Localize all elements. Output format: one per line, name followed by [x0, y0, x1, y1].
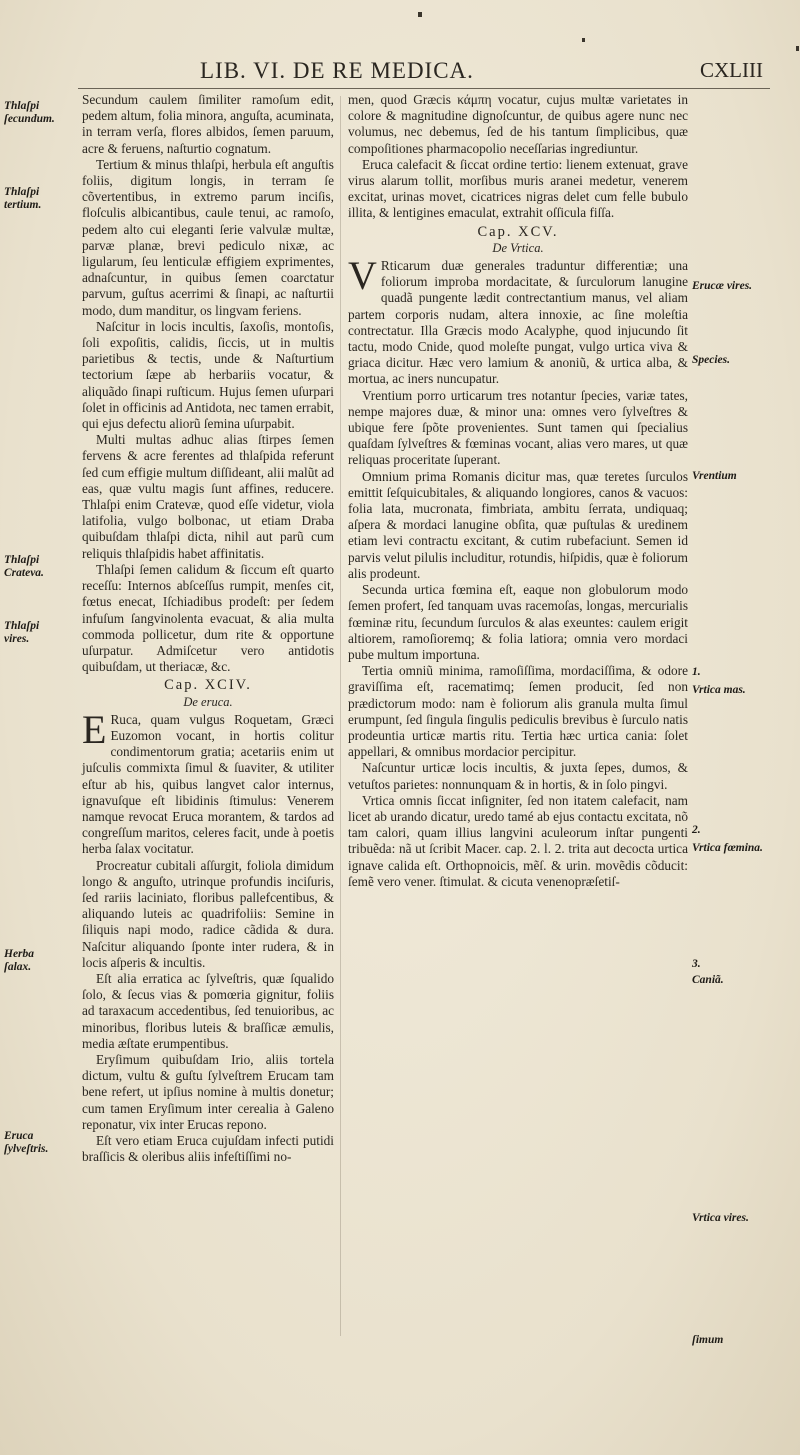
- paragraph: Secundum caulem ſimiliter ramoſum edit, pedem altum, folia minora, anguſta, acuminata, in terram verſa, flores albidos, ſemen paruum, acre & feruens, naſturtio cognatum.: [82, 92, 334, 156]
- paragraph: Eſt vero etiam Eruca cujuſdam infecti putidi braſſicis & oleribus aliis infeſtiſſimi no-: [82, 1133, 334, 1165]
- paragraph: men, quod Græcis κάμπη vocatur, cujus multæ varietates in colore & magnitudine dignoſcuntur, de quibus agere nunc nec volumus, nec debemus, ſed de his tantum ſimplicibus, quæ compoſitiones pharmacopolio neceſſarias ingrediuntur.: [348, 92, 688, 156]
- drop-cap: V: [348, 253, 377, 299]
- right-column: [348, 92, 688, 890]
- margin-note-simum: ſimum: [692, 1334, 724, 1346]
- margin-note-erucae-vires: Erucæ vires.: [692, 280, 753, 292]
- paragraph: Multi multas adhuc alias ſtirpes ſemen fervens & acre ferentes ad thlaſpida referunt ſed cum effigie multum diſſideant, alii malũt ad eas, quæ vultu magis ſunt affines, reducere. Thlaſpi enim Cratevæ, quod eſſe videtur, viola latifolia, vulgo bolbonac, ut etiam Draba quibuſdam thlaſpi dicta, nihil aut parũ cum reliquis thlaſpidis habet affinitatis.: [82, 432, 334, 561]
- margin-note-urtica-femina: Vrtica fœmina.: [692, 842, 763, 854]
- paragraph-text: Rticarum duæ generales traduntur differentiæ; una foliorum improba mordacitate, & ſurculorum lanugine quadã pungente lædit contrectantium manus, vel aliam partem corporis nudam, altera innoxie, ac ſine moleſtia contrectatur. Illa Græcis modo Acalyphe, quod injucundo ſit tactu, modo Cnide, quod moleſte pungat, vulgo urtica viva & griaca dicitur. Hæc vero lamium & anoniũ, & urtica alba, & mortua, ac iners nuncupatur.: [348, 258, 688, 387]
- margin-note-vrentium: Vrentium: [692, 470, 737, 482]
- print-mark: [796, 46, 799, 51]
- paragraph: Tertium & minus thlaſpi, herbula eſt anguſtis foliis, digitum longis, in terram ſe cõvertentibus, in extremo parum inciſis, floſculis albicantibus, caule tenui, ac ramoſo, pedem alto cui eleganti ſerie valvulæ multæ, parvæ planæ, brevi pediculo nixæ, ac ligularum, ſeu lenticulæ effigiem exprimentes, adnaſcuntur, in quibus ſemen coarctatur parvum, guſtus acerrimi & ſinapi, ac naſturtii modo, dum manditur, os lingvam feriens.: [82, 156, 334, 318]
- paragraph: Naſcuntur urticæ locis incultis, & juxta ſepes, dumos, & vetuſtos parietes: nonnunquam & in hortis, & in ſolo pingvi.: [348, 760, 688, 792]
- paragraph: Eſt alia erratica ac ſylveſtris, quæ ſqualido ſolo, & ſecus vias & pomœria gignitur, foliis ad taraxacum accedentibus, ſed tenuioribus, ac minoribus, floribus luteis & braſſicæ æmulis, media æſtate erumpentibus.: [82, 970, 334, 1051]
- margin-note-eruca-sylvestris: Eruca ſylveſtris.: [4, 1130, 49, 1155]
- chapter-subtitle: De eruca.: [183, 694, 233, 709]
- print-mark: [418, 12, 422, 17]
- margin-note-number-1: 1.: [692, 666, 701, 678]
- running-header: [0, 58, 800, 88]
- margin-note-number-2: 2.: [692, 824, 701, 836]
- margin-note-urtica-vires: Vrtica vires.: [692, 1212, 749, 1224]
- column-gutter: [340, 96, 341, 1336]
- margin-note-thlaspi-tertium: Thlaſpi tertium.: [4, 186, 42, 211]
- print-mark: [582, 38, 585, 42]
- margin-note-herba-salax: Herba ſalax.: [4, 948, 35, 973]
- paragraph: [348, 253, 688, 388]
- paragraph: Tertia omniũ minima, ramoſiſſima, mordaciſſima, & odore graviſſima eſt, racematimq; ſemen producit, ſed non prædictorum modo: nam è foliorum alis granula multa ſimul erumpunt, ſed ſingula ſingulis pediculis brevibus è ſurculo natis prodeuntia urticæ martis ritu. Tertia hæc urtica cania: ſolet appellari, & omnibus mordacior percipitur.: [348, 663, 688, 760]
- chapter-heading: Cap. XCV.: [477, 223, 559, 240]
- paragraph: Eryſimum quibuſdam Irio, aliis tortela dictum, vultu & guſtu ſylveſtrem Erucam tam bene refert, ut ipſius nomine à multis donetur; cum tamen Eryſimum inter cerealia à Galeno reponatur, vix inter Erucas repono.: [82, 1051, 334, 1132]
- paragraph: [82, 706, 334, 858]
- paragraph: Omnium prima Romanis dicitur mas, quæ teretes ſurculos emittit ſeſquicubitales, & aliquando longiores, canos & vacuos: folia lata, mucronata, fimbriata, ambitu ſerrata, undiquaq; aſpera & mordaci lanugine obſita, quæ puſtulas & uredinem etiam levi contractu excitant, & cutim rubefaciunt. Semen id parvis velut pilulis includitur, rotundis, hiſpidis, quæ è foliorum alis prodeunt.: [348, 468, 688, 581]
- header-rule: [78, 88, 770, 89]
- margin-note-urtica-mas: Vrtica mas.: [692, 684, 746, 696]
- margin-note-thlaspi-crateva: Thlaſpi Crateva.: [4, 554, 44, 579]
- margin-note-species: Species.: [692, 354, 731, 366]
- paragraph: Vrtica omnis ſiccat inſigniter, ſed non itatem calefacit, nam licet ab urando dicatur, uredo tamé ab ejus contactu excitata, nõ tam calori, quam illius langvini aculeorum inſtar pungenti tribuẽda: nã ut ſcribit Macer. cap. 2. l. 2. trita aut decocta urtica ignave calida eſt. Orthopnoicis, mẽſ. & urin. movẽdis cõducit: ſemẽ vero vener. ſtimulat. & cicuta venenopræſetiſ-: [348, 792, 688, 889]
- left-column: [82, 92, 334, 1165]
- paragraph: Naſcitur in locis incultis, ſaxoſis, montoſis, ſoli expoſitis, calidis, ſiccis, ut in multis parietibus & tectis, unde & Naſturtium tectorium ſæpe ab herbariis vocatur, & aliquãdo ſinapi ruſticum. Hujus ſemen uſurpari ſolet in officinis ad Antidota, nec tamen errabit, qui ejus defectu aliorũ ſemina uſurpabit.: [82, 318, 334, 432]
- page-number: CXLIII: [700, 58, 763, 82]
- header-title: LIB. VI. DE RE MEDICA.: [200, 58, 474, 83]
- paragraph: Procreatur cubitali aſſurgit, foliola dimidum longo & anguſto, utrinque profundis inciſuris, ſed rariis laciniato, floribus pallefcentibus, & aliquando luteis ac quadrifoliis: Semine in ſiliquis napi modo, radice cãdida & dura. Naſcitur aliquando ſponte inter rudera, & in locis aſperis & incultis.: [82, 857, 334, 970]
- margin-note-number-3: 3.: [692, 958, 701, 970]
- chapter-subtitle: De Vrtica.: [492, 240, 544, 255]
- margin-note-cania: Caniã.: [692, 974, 724, 986]
- margin-note-thlaspi-secundum: Thlaſpi ſecundum.: [4, 100, 55, 125]
- drop-cap: E: [82, 706, 107, 752]
- paragraph: Vrentium porro urticarum tres notantur ſpecies, variæ tates, nempe majores duæ, & minor una: omnes vero ſylveſtres & ubique fere ſpõte provenientes. Sunt tamen qui ſpecialius quaſdam ſylveſtres & fœminas vocant, alias vero mares, ut quæ reliquas proceritate ſuperant.: [348, 387, 688, 468]
- paragraph-text: Ruca, quam vulgus Roquetam, Græci Euzomon vocant, in hortis colitur condimentorum gratia; acetariis enim ut juſculis commixta ſimul & ſuaviter, & utiliter eſtur ab his, quibus langvet calor internus, ignavuſque eſt libidinis ſtimulus: Venerem namque revocat Eruca morantem, & tardos ad congreſſum maritos, celeres facit, unde à poetis herba ſalax vocitatur.: [82, 711, 334, 857]
- chapter-heading: Cap. XCIV.: [164, 677, 252, 694]
- paragraph: Eruca calefacit & ſiccat ordine tertio: lienem extenuat, grave virus alarum tollit, morſibus muris aranei medetur, venerem excitat, urinas movet, cicatrices nigras delet cum felle bubulo illita, & lentigines emaculat, extrahit oſſicula fiſſa.: [348, 156, 688, 221]
- paragraph: Secunda urtica fœmina eſt, eaque non globulorum modo ſemen profert, ſed tanquam uvas racemoſas, longas, mercurialis fœminæ ritu, ſecundum ſurculos & alas exeuntes: caulem erigit altiorem, ramoſioremq; & folia latiora; omnia vero mordaci pube multum importuna.: [348, 582, 688, 662]
- margin-note-thlaspi-vires: Thlaſpi vires.: [4, 620, 40, 645]
- paragraph: Thlaſpi ſemen calidum & ſiccum eſt quarto receſſu: Internos abſceſſus rumpit, menſes cit, fœtus enecat, Iſchiadibus prodeſt: per ſedem infuſum ſangvinolenta evacuat, & alia multa commoda pollicetur, dum rite & opportune uſurpatur. Admiſcetur vero antidotis quibuſdam, ut theriacæ, &c.: [82, 561, 334, 675]
